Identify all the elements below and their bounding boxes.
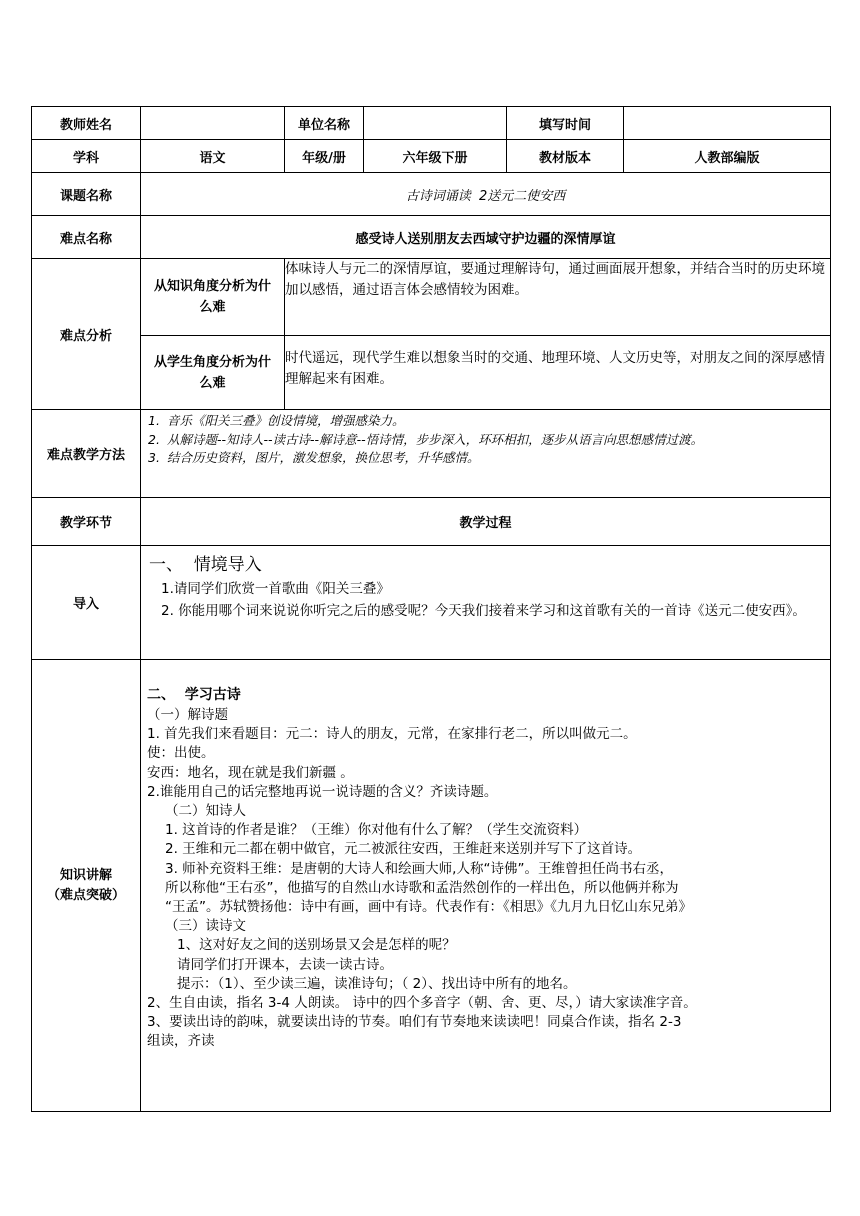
process-stage-label: 教学环节: [32, 498, 141, 546]
lecture-line: 1. 首先我们来看题目：元二：诗人的朋友，元常，在家排行老二，所以叫做元二。: [147, 726, 637, 743]
intro-row: [32, 546, 831, 660]
lecture-line: 2、生自由读，指名 3-4 人朗读。 诗中的四个多音字（朝、舍、更、尽，）请大家读准字音。: [147, 995, 697, 1012]
lecture-line: 2.谁能用自己的话完整地再说一说诗题的含义？齐读诗题。: [147, 783, 498, 800]
difficulty-value: 感受诗人送别朋友去西域守护边疆的深情厚谊: [141, 216, 831, 259]
lecture-line: 组读，齐读: [147, 1033, 215, 1050]
lesson-plan-table: [31, 106, 831, 1112]
lecture-line: 3、要读出诗的韵味，就要读出诗的节奏。咱们有节奏地来读读吧！同桌合作读，指名 2-3: [147, 1014, 682, 1031]
subject-value: 语文: [141, 140, 285, 173]
method-label: 难点教学方法: [32, 410, 141, 498]
grade-label: 年级/册: [285, 140, 364, 173]
lecture-label-cell: [32, 660, 141, 1112]
lecture-sublabel: （难点突破）: [46, 887, 125, 903]
lecture-line: 使：出使。: [147, 745, 215, 762]
unit-name-label: 单位名称: [285, 107, 364, 140]
knowledge-angle-text: 体味诗人与元二的深情厚谊，要通过理解诗句，通过画面展开想象，并结合当时的历史环境加以感悟，通过语言体会感情较为困难。: [285, 259, 831, 336]
intro-heading: 一、 情境导入: [149, 555, 262, 575]
lecture-line: 2. 王维和元二都在朝中做官，元二被派往安西，王维赶来送别并写下了这首诗。: [165, 841, 642, 858]
edition-label: 教材版本: [507, 140, 624, 173]
student-angle-label: 从学生角度分析为什么难: [141, 336, 285, 410]
lecture-line: （三）读诗文: [165, 918, 246, 935]
method-item: 1. 音乐《阳关三叠》创设情境，增强感染力。: [148, 413, 405, 428]
analysis-row-knowledge: [32, 259, 831, 336]
analysis-label: 难点分析: [32, 259, 141, 410]
lecture-label: 知识讲解: [59, 867, 112, 883]
subject-label: 学科: [32, 140, 141, 173]
topic-label: 课题名称: [32, 173, 141, 216]
teacher-name-value: [141, 107, 285, 140]
lecture-line: 1. 这首诗的作者是谁？（王维）你对他有什么了解？（学生交流资料）: [165, 822, 588, 839]
teacher-name-label: 教师姓名: [32, 107, 141, 140]
difficulty-row: [32, 216, 831, 259]
process-header-row: [32, 498, 831, 546]
intro-line: 1.请同学们欣赏一首歌曲《阳关三叠》: [161, 581, 390, 597]
lecture-line: “王孟”。苏轼赞扬他：诗中有画，画中有诗。代表作有：《相思》《九月九日忆山东兄弟》: [165, 899, 692, 916]
process-header-label: 教学过程: [141, 498, 831, 546]
intro-line: 2. 你能用哪个词来说说你听完之后的感受呢？今天我们接着来学习和这首歌有关的一首诗《送元二使安西》。: [161, 603, 806, 619]
lecture-line: 3. 师补充资料王维：是唐朝的大诗人和绘画大师,人称“诗佛”。王维曾担任尚书右丞，: [165, 860, 673, 877]
edition-value: 人教部编版: [624, 140, 831, 173]
fill-time-value: [624, 107, 831, 140]
lecture-line: （一）解诗题: [147, 707, 228, 723]
unit-name-value: [364, 107, 507, 140]
student-angle-text: 时代遥远，现代学生难以想象当时的交通、地理环境、人文历史等，对朋友之间的深厚感情理解起来有困难。: [285, 336, 831, 410]
method-item: 2. 从解诗题--知诗人--读古诗--解诗意--悟诗情，步步深入，环环相扣，逐步从语言向思想感情过渡。: [148, 431, 704, 447]
lecture-line: 提示：（1）、至少读三遍，读准诗句；（ 2）、找出诗中所有的地名。: [177, 975, 577, 992]
fill-time-label: 填写时间: [507, 107, 624, 140]
info-row-1: [32, 107, 831, 140]
lecture-line: 所以称他“王右丞”，他描写的自然山水诗歌和孟浩然创作的一样出色，所以他俩并称为: [165, 879, 679, 896]
lecture-row: [32, 660, 831, 1112]
knowledge-angle-label: 从知识角度分析为什么难: [141, 259, 285, 336]
lecture-line: 1、这对好友之间的送别场景又会是怎样的呢？: [177, 937, 456, 954]
info-row-2: [32, 140, 831, 173]
analysis-row-student: [32, 336, 831, 410]
intro-content: [141, 546, 831, 660]
lecture-line: 请同学们打开课本，去读一读古诗。: [177, 956, 393, 973]
lecture-line: 安西：地名，现在就是我们新疆 。: [147, 764, 354, 781]
intro-label: 导入: [32, 546, 141, 660]
lecture-line: （二）知诗人: [165, 803, 246, 820]
lecture-heading: 二、 学习古诗: [147, 687, 241, 703]
method-row: [32, 410, 831, 498]
method-list: [141, 410, 831, 498]
lecture-content: [141, 660, 831, 1112]
difficulty-label: 难点名称: [32, 216, 141, 259]
grade-value: 六年级下册: [364, 140, 507, 173]
topic-row: [32, 173, 831, 216]
method-item: 3. 结合历史资料，图片，激发想象，换位思考，升华感情。: [148, 450, 480, 465]
topic-value: 古诗词诵读 2送元二使安西: [141, 173, 831, 216]
